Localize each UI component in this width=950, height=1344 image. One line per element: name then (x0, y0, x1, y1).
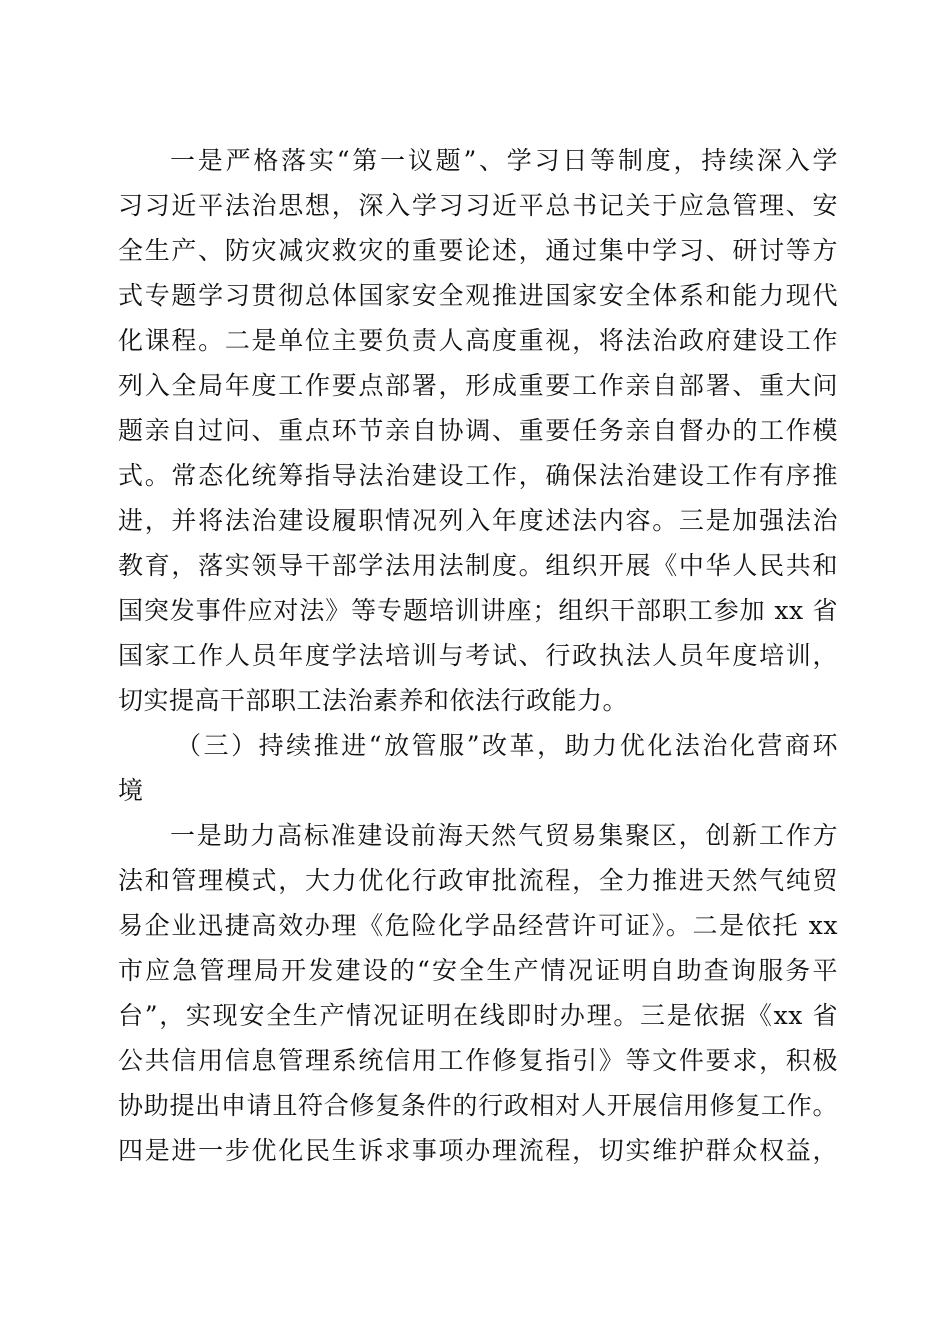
text-line: 协助提出申请且符合修复条件的行政相对人开展信用修复工作。 (118, 1091, 838, 1120)
text-line: 式。常态化统筹指导法治建设工作，确保法治建设工作有序推 (118, 461, 838, 490)
text-line: 化课程。二是单位主要负责人高度重视，将法治政府建设工作 (118, 326, 838, 355)
text-line: 国突发事件应对法》等专题培训讲座；组织干部职工参加 xx 省 (118, 596, 838, 625)
text-line: 易企业迅捷高效办理《危险化学品经营许可证》。二是依托 xx (118, 911, 838, 940)
text-line: 教育，落实领导干部学法用法制度。组织开展《中华人民共和 (118, 551, 838, 580)
text-line: 一是严格落实“第一议题”、学习日等制度，持续深入学 (170, 146, 838, 175)
heading-line: （三）持续推进“放管服”改革，助力优化法治化营商环 (176, 731, 838, 760)
text-line: 列入全局年度工作要点部署，形成重要工作亲自部署、重大问 (118, 371, 838, 400)
text-line: 台”，实现安全生产情况证明在线即时办理。三是依据《xx 省 (118, 1001, 838, 1030)
text-line: 式专题学习贯彻总体国家安全观推进国家安全体系和能力现代 (118, 281, 838, 310)
text-line: 市应急管理局开发建设的“安全生产情况证明自助查询服务平 (118, 956, 838, 985)
text-line: 一是助力高标准建设前海天然气贸易集聚区，创新工作方 (170, 821, 838, 850)
heading-line: 境 (118, 776, 144, 805)
text-line: 法和管理模式，大力优化行政审批流程，全力推进天然气纯贸 (118, 866, 838, 895)
text-line: 四是进一步优化民生诉求事项办理流程，切实维护群众权益， (118, 1136, 838, 1165)
text-line: 全生产、防灾减灾救灾的重要论述，通过集中学习、研讨等方 (118, 236, 838, 265)
text-line: 公共信用信息管理系统信用工作修复指引》等文件要求，积极 (118, 1046, 838, 1075)
text-line: 切实提高干部职工法治素养和依法行政能力。 (118, 686, 629, 715)
text-line: 进，并将法治建设履职情况列入年度述法内容。三是加强法治 (118, 506, 838, 535)
text-line: 国家工作人员年度学法培训与考试、行政执法人员年度培训， (118, 641, 838, 670)
text-line: 习习近平法治思想，深入学习习近平总书记关于应急管理、安 (118, 191, 838, 220)
text-line: 题亲自过问、重点环节亲自协调、重要任务亲自督办的工作模 (118, 416, 838, 445)
